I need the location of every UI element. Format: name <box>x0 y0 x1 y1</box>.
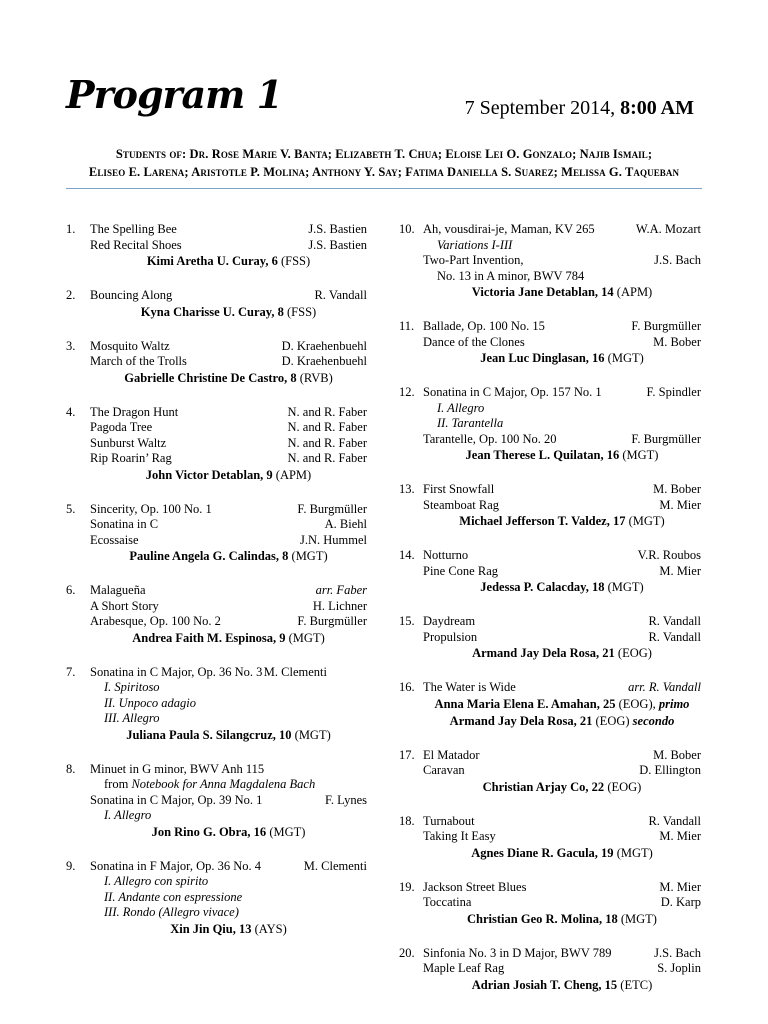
piece-row <box>66 665 367 681</box>
performer-name: Pauline Angela G. Calindas, 8 <box>129 549 289 563</box>
composer-name: R. Vandall <box>648 813 701 828</box>
performer-name: Christian Arjay Co, 22 <box>482 779 605 794</box>
piece-title: Sonatina in C Major, Op. 36 No. 3 <box>90 664 263 679</box>
piece-row <box>66 222 367 238</box>
piece-row <box>66 614 367 630</box>
composer-name: F. Burgmüller <box>631 431 701 446</box>
composer-name: M. Bober <box>653 334 701 349</box>
performer-line <box>66 630 367 647</box>
performer-name: Armand Jay Dela Rosa, 21 <box>472 646 615 660</box>
piece-row <box>66 696 367 712</box>
composer-name: R. Vandall <box>648 629 701 644</box>
piece-title: El Matador <box>423 747 480 762</box>
program-item <box>399 880 701 928</box>
piece-row <box>66 711 367 727</box>
piece-row <box>399 319 701 335</box>
piece-title: Daydream <box>423 614 476 628</box>
program-item <box>66 502 367 566</box>
piece-title: Sonatina in C Major, Op. 39 No. 1 <box>90 792 263 807</box>
composer-name: D. Kraehenbuehl <box>281 354 367 368</box>
composer-name: N. and R. Faber <box>287 420 367 434</box>
program-date <box>465 97 694 120</box>
program-item <box>399 385 701 464</box>
composer-name: M. Clementi <box>263 664 327 679</box>
composer-name: V.R. Roubos <box>637 548 701 562</box>
piece-row <box>66 793 367 809</box>
piece-title: Rip Roarin’ Rag <box>90 451 172 465</box>
composer-name: F. Lynes <box>324 792 367 807</box>
teacher-code: (APM) <box>616 285 653 299</box>
performer-name: Christian Geo R. Molina, 18 <box>467 911 618 926</box>
program-item <box>66 762 367 841</box>
piece-row <box>66 762 367 778</box>
teacher-code: (MGT) <box>628 514 665 528</box>
composer-name: S. Joplin <box>657 961 701 975</box>
composer-name: H. Lichner <box>312 598 367 613</box>
piece-row <box>66 874 367 890</box>
piece-title: Taking It Easy <box>423 829 496 843</box>
piece-row <box>66 777 367 793</box>
piece-row <box>66 583 367 599</box>
composer-name: N. and R. Faber <box>287 451 367 465</box>
item-number: 6. <box>66 583 76 597</box>
piece-title: Mosquito Waltz <box>90 338 170 353</box>
teacher-code: (EOG), <box>618 696 656 711</box>
performer-line <box>399 713 701 730</box>
performer-role: secondo <box>632 713 675 728</box>
item-number: 18. <box>399 813 415 828</box>
piece-row <box>399 829 701 845</box>
movement-title: I. Allegro con spirito <box>104 874 209 888</box>
teacher-code: (RVB) <box>299 370 333 385</box>
program-title: Program 1 <box>66 72 283 117</box>
movement-title: Variations I-III <box>437 237 513 252</box>
item-number: 17. <box>399 747 415 762</box>
performer-name: Anna Maria Elena E. Amahan, 25 <box>434 696 616 711</box>
piece-title: The Spelling Bee <box>90 222 177 236</box>
piece-title: Sonatina in F Major, Op. 36 No. 4 <box>90 858 262 873</box>
item-number: 16. <box>399 680 415 694</box>
program-column-right <box>399 222 701 1012</box>
performer-line <box>399 911 701 928</box>
performer-line <box>399 779 701 796</box>
piece-row <box>399 814 701 830</box>
program-item <box>399 814 701 862</box>
piece-title: First Snowfall <box>423 482 495 496</box>
piece-row <box>66 859 367 875</box>
piece-title: Sincerity, Op. 100 No. 1 <box>90 501 212 516</box>
performer-line <box>399 513 701 530</box>
item-number: 12. <box>399 385 415 399</box>
piece-title: March of the Trolls <box>90 354 187 368</box>
students-line-1: Students of: Dr. Rose Marie V. Banta; Elizabeth T. Chua; Eloise Lei O. Gonzalo; Najib Ismail; <box>115 147 653 161</box>
composer-name: M. Bober <box>653 482 701 496</box>
performer-name: Armand Jay Dela Rosa, 21 <box>449 713 593 728</box>
item-number: 13. <box>399 482 415 496</box>
piece-row <box>399 748 701 764</box>
teacher-code: (ETC) <box>620 977 653 992</box>
program-item <box>66 405 367 484</box>
piece-row <box>399 614 701 630</box>
piece-title: Maple Leaf Rag <box>423 961 505 975</box>
piece-subtitle: No. 13 in A minor, BWV 784 <box>437 268 585 283</box>
performer-name: Kyna Charisse U. Curay, 8 <box>140 304 284 319</box>
piece-row <box>66 517 367 533</box>
item-number: 10. <box>399 222 415 236</box>
performer-line <box>399 696 701 713</box>
movement-title: I. Allegro <box>437 400 485 415</box>
piece-source <box>104 777 315 793</box>
performer-role: primo <box>658 696 690 711</box>
composer-name: R. Vandall <box>314 288 367 302</box>
performer-name: Adrian Josiah T. Cheng, 15 <box>471 977 618 992</box>
item-number: 19. <box>399 879 415 894</box>
piece-title: A Short Story <box>90 598 159 613</box>
program-item <box>66 859 367 938</box>
teacher-code: (EOG) <box>607 779 642 794</box>
piece-title: Arabesque, Op. 100 No. 2 <box>90 614 221 628</box>
program-item <box>399 614 701 662</box>
piece-row <box>66 339 367 355</box>
program-item <box>399 748 701 796</box>
date-text: 7 September 2014, <box>464 97 616 119</box>
teacher-code: (MGT) <box>288 630 325 645</box>
piece-row <box>399 432 701 448</box>
teacher-code: (MGT) <box>291 549 328 563</box>
piece-title: Propulsion <box>423 629 478 644</box>
composer-name: J.S. Bastien <box>308 237 367 252</box>
movement-title: I. Allegro <box>104 808 152 822</box>
performer-line <box>66 370 367 387</box>
program-item <box>66 339 367 387</box>
piece-title: Sunburst Waltz <box>90 435 167 450</box>
piece-row <box>399 416 701 432</box>
piece-row <box>399 253 701 269</box>
piece-title: Two-Part Invention, <box>423 253 524 267</box>
source-prefix: from <box>104 777 129 791</box>
piece-row <box>399 680 701 696</box>
piece-row <box>399 385 701 401</box>
item-number: 3. <box>66 338 76 353</box>
performer-line <box>399 350 701 367</box>
item-number: 4. <box>66 404 76 419</box>
piece-title: Bouncing Along <box>90 288 173 302</box>
piece-row <box>66 533 367 549</box>
composer-name: A. Biehl <box>324 517 367 531</box>
composer-name: J.N. Hummel <box>299 532 367 547</box>
piece-title: Sonatina in C <box>90 517 159 531</box>
movement-title: II. Unpoco adagio <box>104 695 196 710</box>
composer-name: W.A. Mozart <box>635 222 701 236</box>
piece-row <box>66 680 367 696</box>
composer-name: M. Mier <box>659 879 701 894</box>
program-item <box>399 482 701 530</box>
piece-title: Caravan <box>423 763 465 777</box>
piece-row <box>399 961 701 977</box>
piece-title: Toccatina <box>423 895 472 909</box>
piece-row <box>66 502 367 518</box>
piece-title: Steamboat Rag <box>423 497 500 512</box>
piece-row <box>66 905 367 921</box>
item-number: 5. <box>66 501 76 516</box>
performer-line <box>399 845 701 862</box>
teacher-code: (MGT) <box>622 448 659 462</box>
performer-line <box>66 727 367 744</box>
item-number: 7. <box>66 664 76 679</box>
program-item <box>399 946 701 994</box>
piece-title: The Dragon Hunt <box>90 404 179 419</box>
performer-name: Victoria Jane Detablan, 14 <box>471 285 614 299</box>
teacher-code: (EOG) <box>617 646 652 660</box>
movement-title: III. Allegro <box>104 711 160 725</box>
performer-line <box>399 645 701 662</box>
item-number: 1. <box>66 222 76 236</box>
item-number: 11. <box>399 319 415 333</box>
teacher-code: (MGT) <box>620 911 657 926</box>
piece-row <box>399 401 701 417</box>
performer-line <box>66 921 367 938</box>
item-number: 8. <box>66 761 76 776</box>
performer-line <box>399 579 701 596</box>
composer-name: arr. Faber <box>315 583 367 597</box>
piece-row <box>399 238 701 254</box>
piece-row <box>399 335 701 351</box>
piece-title: Minuet in G minor, BWV Anh 115 <box>90 761 265 776</box>
performer-name: Michael Jefferson T. Valdez, 17 <box>459 514 626 528</box>
program-item <box>399 319 701 367</box>
piece-row <box>66 405 367 421</box>
piece-row <box>399 222 701 238</box>
movement-title: II. Tarantella <box>437 416 504 430</box>
composer-name: M. Mier <box>659 497 701 512</box>
composer-name: J.S. Bach <box>654 945 701 960</box>
composer-name: M. Mier <box>659 563 701 578</box>
teacher-code: (MGT) <box>294 727 331 742</box>
composer-name: D. Ellington <box>639 763 701 777</box>
composer-name: F. Burgmüller <box>297 501 367 516</box>
piece-title: Ah, vousdirai-je, Maman, KV 265 <box>423 222 595 236</box>
movement-title: I. Spiritoso <box>104 680 160 694</box>
piece-row <box>66 436 367 452</box>
composer-name: J.S. Bastien <box>308 222 367 236</box>
piece-row <box>66 288 367 304</box>
teacher-code: (MGT) <box>616 845 653 860</box>
piece-title: Sinfonia No. 3 in D Major, BWV 789 <box>423 945 612 960</box>
time-text: 8:00 AM <box>620 97 694 119</box>
composer-name: arr. R. Vandall <box>628 680 701 694</box>
piece-title: Sonatina in C Major, Op. 157 No. 1 <box>423 385 602 399</box>
movement-title: III. Rondo (Allegro vivace) <box>104 905 239 919</box>
piece-title: Ballade, Op. 100 No. 15 <box>423 319 545 333</box>
piece-title: Tarantelle, Op. 100 No. 20 <box>423 431 557 446</box>
teacher-code: (FSS) <box>280 254 311 268</box>
movement-title: II. Andante con espressione <box>104 889 243 904</box>
piece-row <box>66 420 367 436</box>
item-number: 15. <box>399 614 415 628</box>
performer-name: Gabrielle Christine De Castro, 8 <box>124 370 297 385</box>
performer-name: Jean Luc Dinglasan, 16 <box>480 351 605 365</box>
item-number: 20. <box>399 945 415 960</box>
program-item <box>66 222 367 270</box>
performer-name: Xin Jin Qiu, 13 <box>170 921 252 936</box>
program-column-left <box>66 222 367 956</box>
students-line-2: Eliseo E. Larena; Aristotle P. Molina; Anthony Y. Say; Fatima Daniella S. Suarez; Melissa G. Taqueban <box>88 165 680 179</box>
composer-name: J.S. Bach <box>654 253 701 267</box>
piece-title: Dance of the Clones <box>423 334 525 349</box>
item-number: 14. <box>399 548 415 562</box>
performer-name: John Victor Detablan, 9 <box>145 467 273 482</box>
performer-line <box>66 467 367 484</box>
performer-line <box>399 977 701 994</box>
teacher-code: (MGT) <box>607 351 644 365</box>
teacher-code: (MGT) <box>607 580 644 594</box>
piece-row <box>399 498 701 514</box>
teacher-code: (MGT) <box>269 824 306 839</box>
piece-row <box>399 763 701 779</box>
composer-name: F. Burgmüller <box>631 319 701 333</box>
piece-title: Red Recital Shoes <box>90 237 182 252</box>
performer-name: Jedessa P. Calacday, 18 <box>480 580 605 594</box>
program-item <box>66 288 367 321</box>
program-item <box>399 680 701 730</box>
piece-row <box>66 890 367 906</box>
performer-name: Kimi Aretha U. Curay, 6 <box>146 254 278 268</box>
performer-line <box>399 447 701 464</box>
program-item <box>399 548 701 596</box>
piece-title: Malagueña <box>90 583 146 597</box>
performer-name: Jean Therese L. Quilatan, 16 <box>465 448 620 462</box>
piece-row <box>399 269 701 285</box>
teacher-code: (AYS) <box>254 921 287 936</box>
piece-row <box>399 880 701 896</box>
piece-title: Pagoda Tree <box>90 420 153 434</box>
piece-title: The Water is Wide <box>423 680 516 694</box>
piece-title: Pine Cone Rag <box>423 563 498 578</box>
piece-title: Ecossaise <box>90 532 139 547</box>
composer-name: N. and R. Faber <box>287 435 367 450</box>
piece-title: Notturno <box>423 548 469 562</box>
piece-row <box>66 238 367 254</box>
performer-name: Andrea Faith M. Espinosa, 9 <box>132 630 286 645</box>
piece-row <box>66 354 367 370</box>
teacher-code: (APM) <box>275 467 312 482</box>
piece-row <box>66 808 367 824</box>
composer-name: R. Vandall <box>648 614 701 628</box>
composer-name: D. Kraehenbuehl <box>281 338 367 353</box>
performer-line <box>66 548 367 565</box>
piece-title: Turnabout <box>423 813 475 828</box>
source-title: Notebook for Anna Magdalena Bach <box>131 777 316 791</box>
performer-name: Juliana Paula S. Silangcruz, 10 <box>126 727 292 742</box>
teacher-code: (FSS) <box>287 304 317 319</box>
performer-line <box>399 284 701 301</box>
program-item <box>399 222 701 301</box>
item-number: 2. <box>66 288 76 302</box>
piece-row <box>399 630 701 646</box>
performer-line <box>66 253 367 270</box>
piece-row <box>66 451 367 467</box>
piece-row <box>399 482 701 498</box>
item-number: 9. <box>66 858 76 873</box>
piece-row <box>66 599 367 615</box>
composer-name: D. Karp <box>660 895 701 909</box>
program-item <box>66 665 367 744</box>
composer-name: F. Spindler <box>646 385 701 399</box>
teacher-code: (EOG) <box>595 713 630 728</box>
program-item <box>66 583 367 647</box>
piece-row <box>399 548 701 564</box>
piece-title: Jackson Street Blues <box>423 879 527 894</box>
composer-name: N. and R. Faber <box>287 404 367 419</box>
composer-name: M. Bober <box>653 747 701 762</box>
piece-row <box>399 895 701 911</box>
composer-name: M. Mier <box>659 829 701 843</box>
performer-name: Agnes Diane R. Gacula, 19 <box>471 845 614 860</box>
piece-row <box>399 946 701 962</box>
performer-line <box>66 824 367 841</box>
piece-row <box>399 564 701 580</box>
performer-line <box>66 304 367 321</box>
composer-name: M. Clementi <box>303 858 367 873</box>
header-divider <box>66 188 702 189</box>
performer-name: Jon Rino G. Obra, 16 <box>151 824 267 839</box>
composer-name: F. Burgmüller <box>297 614 367 628</box>
